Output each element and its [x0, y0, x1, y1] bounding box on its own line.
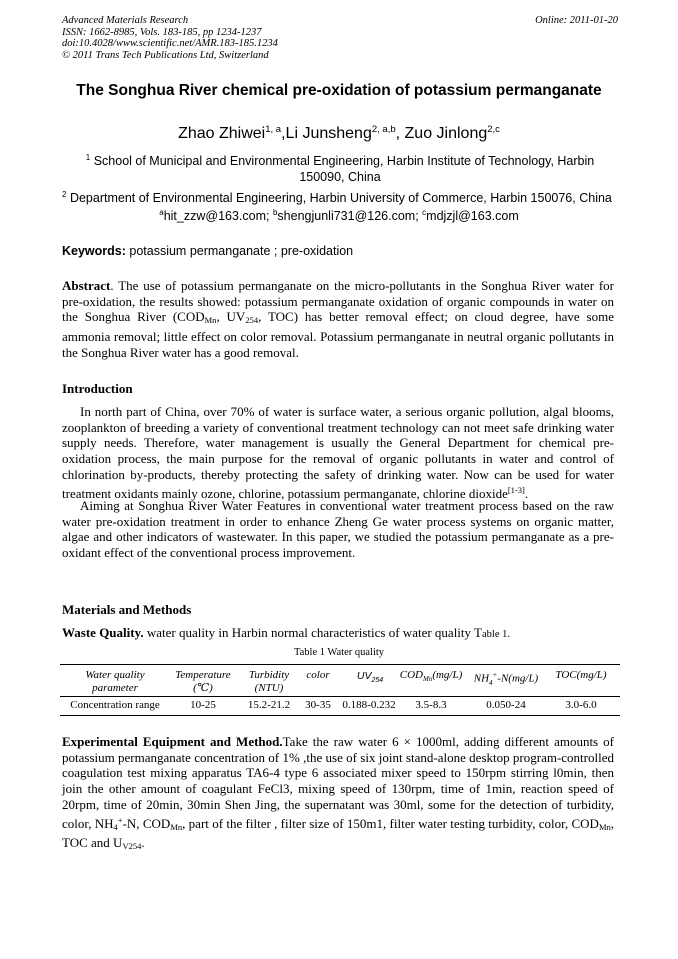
paragraph-text: In north part of China, over 70% of water is surface water, a serious organic pollution, algal blooms, zooplankton of breeding a variety of conventional treatment technology can not meet safe drinking water supply needs. Therefore, water management is usually the General Department for chemical pre-oxidation process, the main purpose for the removal of organic pollutants in water and control of chlorination by-products, thereby protecting the safety of drinking water. Now can be used for water treatment oxidants mainly ozone, chlorine, potassium permanganate, chlorine dioxide — [62, 404, 614, 501]
affiliation-number: 2 — [62, 190, 67, 199]
email-mark: a — [159, 208, 164, 217]
journal-copyright: © 2011 Trans Tech Publications Ltd, Switzerland — [62, 49, 269, 61]
introduction-paragraph-1 — [62, 404, 614, 501]
subscript: Mn — [598, 821, 611, 832]
subscript: Mn — [204, 315, 217, 326]
header-line: TOC(mg/L) — [555, 669, 607, 681]
author-emails — [0, 208, 678, 223]
table-cell: 0.188-0.232 — [342, 699, 396, 711]
header-line: -N(mg/L) — [497, 672, 539, 685]
table-header-cell — [342, 670, 398, 687]
table-cell: 3.5-8.3 — [415, 699, 447, 711]
header-line: UV — [356, 670, 372, 682]
paper-title: The Songhua River chemical pre-oxidation of potassium permanganate — [76, 82, 602, 99]
journal-header — [62, 15, 618, 61]
table-header-cell — [168, 669, 238, 695]
affiliation-text: Department of Environmental Engineering, Harbin University of Commerce, Harbin 150076, China — [69, 191, 612, 205]
header-line: parameter — [92, 682, 138, 694]
author-separator: , — [281, 125, 286, 142]
table-caption: Table 1 Water quality — [293, 647, 385, 658]
table-cell: 3.0-6.0 — [565, 699, 597, 711]
table-header-cell — [466, 669, 546, 690]
author-affiliation-mark: 1, a — [265, 124, 282, 135]
header-line: Turbidity — [248, 669, 290, 681]
header-line: (mg/L) — [432, 669, 463, 681]
subscript: 4 — [113, 821, 118, 832]
table-header-cell — [544, 669, 618, 682]
email-mark: b — [272, 208, 278, 217]
email-address: mdjzjl@163.com — [426, 209, 519, 223]
email-address: hit_zzw@163.com; — [163, 209, 273, 223]
table-header-cell — [60, 669, 170, 695]
table-cell: 30-35 — [305, 699, 331, 711]
author-affiliation-mark: 2,c — [487, 124, 500, 135]
journal-doi: doi:10.4028/www.scientific.net/AMR.183-185.1234 — [62, 38, 278, 49]
waste-quality-label: Waste Quality. — [62, 625, 144, 640]
email-mark: c — [422, 208, 427, 217]
header-line: (NTU) — [254, 682, 284, 694]
affiliation-2 — [62, 187, 622, 206]
journal-issn: ISSN: 1662-8985, Vols. 183-185, pp 1234-1237 — [62, 26, 262, 38]
table-reference: able 1. — [482, 629, 510, 640]
experimental-label: Experimental Equipment and Method. — [62, 734, 283, 749]
abstract-text: , TOC) has better removal effect; on cloud degree, have some ammonia removal; little effect on color removal. Potassium permanganate in neutral organic pollutants in the Songhua River water has a good removal. — [62, 309, 614, 360]
table-cell: 10-25 — [190, 699, 216, 711]
materials-heading: Materials and Methods — [62, 602, 192, 617]
table-cell: 0.050-24 — [486, 699, 526, 711]
superscript: + — [492, 671, 498, 679]
waste-quality-paragraph — [62, 625, 614, 643]
author-name: Zhao Zhiwei — [178, 125, 266, 142]
author-name: Zuo Jinlong — [404, 125, 488, 142]
keywords-label: Keywords: — [62, 244, 126, 258]
table-bottom-rule — [60, 715, 620, 716]
abstract-label: Abstract — [62, 278, 111, 293]
table-cell: Concentration range — [70, 699, 160, 711]
author-list — [0, 124, 678, 143]
affiliation-text: School of Municipal and Environmental Engineering, Harbin Institute of Technology, Harbin 150090, China — [93, 154, 595, 184]
paragraph-text: , TOC and U — [62, 815, 615, 851]
header-line: Temperature — [175, 669, 231, 681]
superscript: + — [117, 814, 123, 825]
subscript: 4 — [489, 678, 493, 687]
subscript: V254 — [122, 841, 142, 852]
author-separator: , — [395, 125, 405, 142]
abstract-text: . The use of potassium permanganate on the micro-pollutants in the Songhua River water for pre-oxidation, the results showed: potassium permanganate oxidation of organic compounds in water on the Songhua River (COD — [62, 278, 614, 325]
keywords — [62, 244, 618, 258]
table-header-cell — [300, 669, 336, 682]
introduction-paragraph-2: Aiming at Songhua River Water Features in conventional water treatment process based on the raw water pre-oxidation treatment in order to enhance Zheng Ge water process systems on organic matter, algae and other indicators of wastewater. In this paper, we studied the potassium permanganate as a pre-oxidant effect of the conventional process improvement. — [62, 498, 614, 561]
paragraph-text: Take the raw water 6 × 1000ml, adding different amounts of potassium permanganate concentration of 1% ,the use of six joint stand-alone desktop program-controlled coagulation test mixing apparatus TA6-4 type 6 associated mixer speed to 150rpm stirring l0min, then join the other amount of coagulant FeCl3, mixing speed of 130rpm, time of 1min, reaction speed of 20rpm, time of 20min, 30min Shen Jing, the supernatant was 30ml, some for the detection of turbidity, color, NH — [62, 734, 614, 831]
abstract — [62, 278, 614, 361]
subscript: Mn — [170, 821, 183, 832]
paragraph-text: . — [141, 835, 145, 851]
affiliation-1 — [70, 150, 610, 185]
subscript: Mn — [422, 675, 433, 684]
table-cell: 15.2-21.2 — [247, 699, 291, 711]
introduction-heading: Introduction — [62, 381, 133, 396]
table-header-cell — [396, 669, 466, 686]
subscript: 254 — [371, 677, 384, 685]
paragraph-text: water quality in Harbin normal characteristics of water quality T — [143, 625, 482, 640]
table-header-cell — [240, 669, 298, 695]
table-top-rule — [60, 664, 620, 665]
citation: [1-3] — [507, 484, 525, 495]
affiliation-number: 1 — [85, 153, 91, 162]
experimental-paragraph — [62, 734, 614, 855]
header-line: COD — [399, 669, 423, 681]
paragraph-text: . — [524, 485, 529, 501]
online-date: Online: 2011-01-20 — [535, 15, 618, 26]
author-name: Li Junsheng — [285, 125, 372, 142]
paragraph-text: , part of the filter , filter size of 150m1, filter water testing turbidity, color, COD — [182, 815, 599, 831]
keywords-text: potassium permanganate ; pre-oxidation — [125, 244, 354, 258]
abstract-text: , UV — [216, 309, 246, 325]
email-address: shengjunli731@126.com; — [277, 209, 423, 223]
author-affiliation-mark: 2, a,b — [371, 124, 396, 135]
header-line: (℃) — [193, 682, 213, 694]
header-line: Water quality — [85, 669, 145, 681]
paragraph-text: -N, COD — [122, 815, 171, 831]
subscript: 254 — [245, 315, 259, 326]
journal-name: Advanced Materials Research — [62, 15, 189, 26]
table-header-rule — [60, 696, 620, 697]
header-line: color — [306, 669, 330, 681]
header-line: NH — [473, 672, 490, 685]
